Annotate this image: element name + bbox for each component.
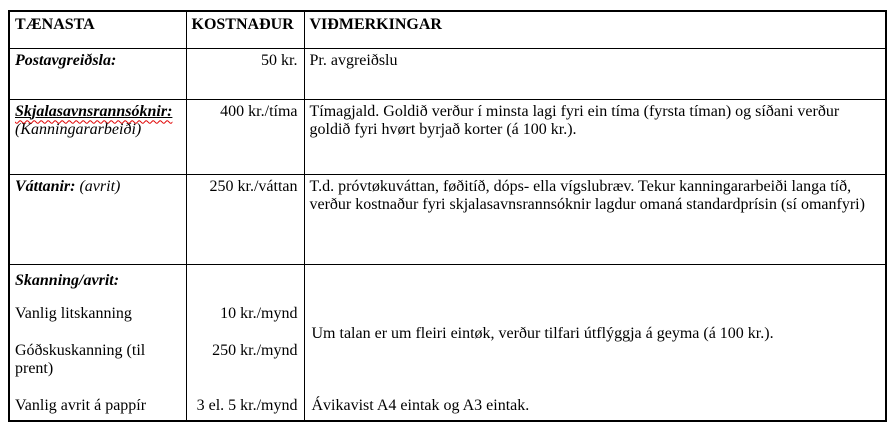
cell-service	[9, 174, 186, 264]
column-header-cost: KOSTNAÐUR	[186, 11, 304, 48]
table-header-row	[9, 11, 886, 48]
cell-remarks	[304, 264, 886, 421]
column-header-remarks: VIÐMERKINGAR	[304, 11, 886, 48]
cell-remarks: Pr. avgreiðslu	[304, 48, 886, 99]
misspelled-word: Skjalasavnsrannsóknir:	[15, 102, 173, 120]
service-title: Postavgreiðsla:	[15, 51, 117, 69]
service-item-label: Góðskuskanning (til prent)	[15, 341, 146, 377]
table-row-research	[9, 99, 886, 174]
service-note: (Kanningararbeiði)	[15, 120, 142, 138]
cell-remarks: T.d. próvtøkuváttan, føðitíð, dóps- ella vígslubræv. Tekur kanningararbeiði langa tíð, verður kostnaður fyri skjalasavnsrannsóknir lagdur omaná standardprísin (sí omanfyri)	[304, 174, 886, 264]
cell-service	[9, 48, 186, 99]
table-row-certificates	[9, 174, 886, 264]
cell-remarks: Tímagjald. Goldið verður í minsta lagi fyri ein tíma (fyrsta tíman) og síðani verður goldið fyri hvørt byrjað korter (á 100 kr.).	[304, 99, 886, 174]
service-item-cost: 3 el. 5 kr./mynd	[196, 396, 298, 414]
cell-service	[9, 99, 186, 174]
table-row-post	[9, 48, 886, 99]
column-header-service: TÆNASTA	[9, 11, 186, 48]
remarks-main: Um talan er um fleiri eintøk, verður tilfari útflýggja á geyma (á 100 kr.).	[311, 324, 774, 342]
service-item-cost: 10 kr./mynd	[220, 304, 298, 322]
service-title	[15, 103, 180, 121]
service-item-label: Vanlig avrit á pappír	[15, 396, 147, 414]
service-item-cost: 250 kr./mynd	[212, 341, 298, 359]
service-title: Váttanir:	[15, 177, 76, 195]
service-item-label: Vanlig litskanning	[15, 304, 132, 322]
cell-cost: 50 kr.	[186, 48, 304, 99]
remarks-bottom: Ávikavist A4 eintak og A3 eintak.	[311, 396, 530, 414]
price-table	[8, 10, 887, 422]
service-note: (avrit)	[79, 177, 121, 195]
table-row-scanning	[9, 264, 886, 421]
cell-service	[9, 264, 186, 421]
service-title: Skanning/avrit:	[15, 271, 120, 289]
cell-cost	[186, 264, 304, 421]
cell-cost: 400 kr./tíma	[186, 99, 304, 174]
cell-cost: 250 kr./váttan	[186, 174, 304, 264]
